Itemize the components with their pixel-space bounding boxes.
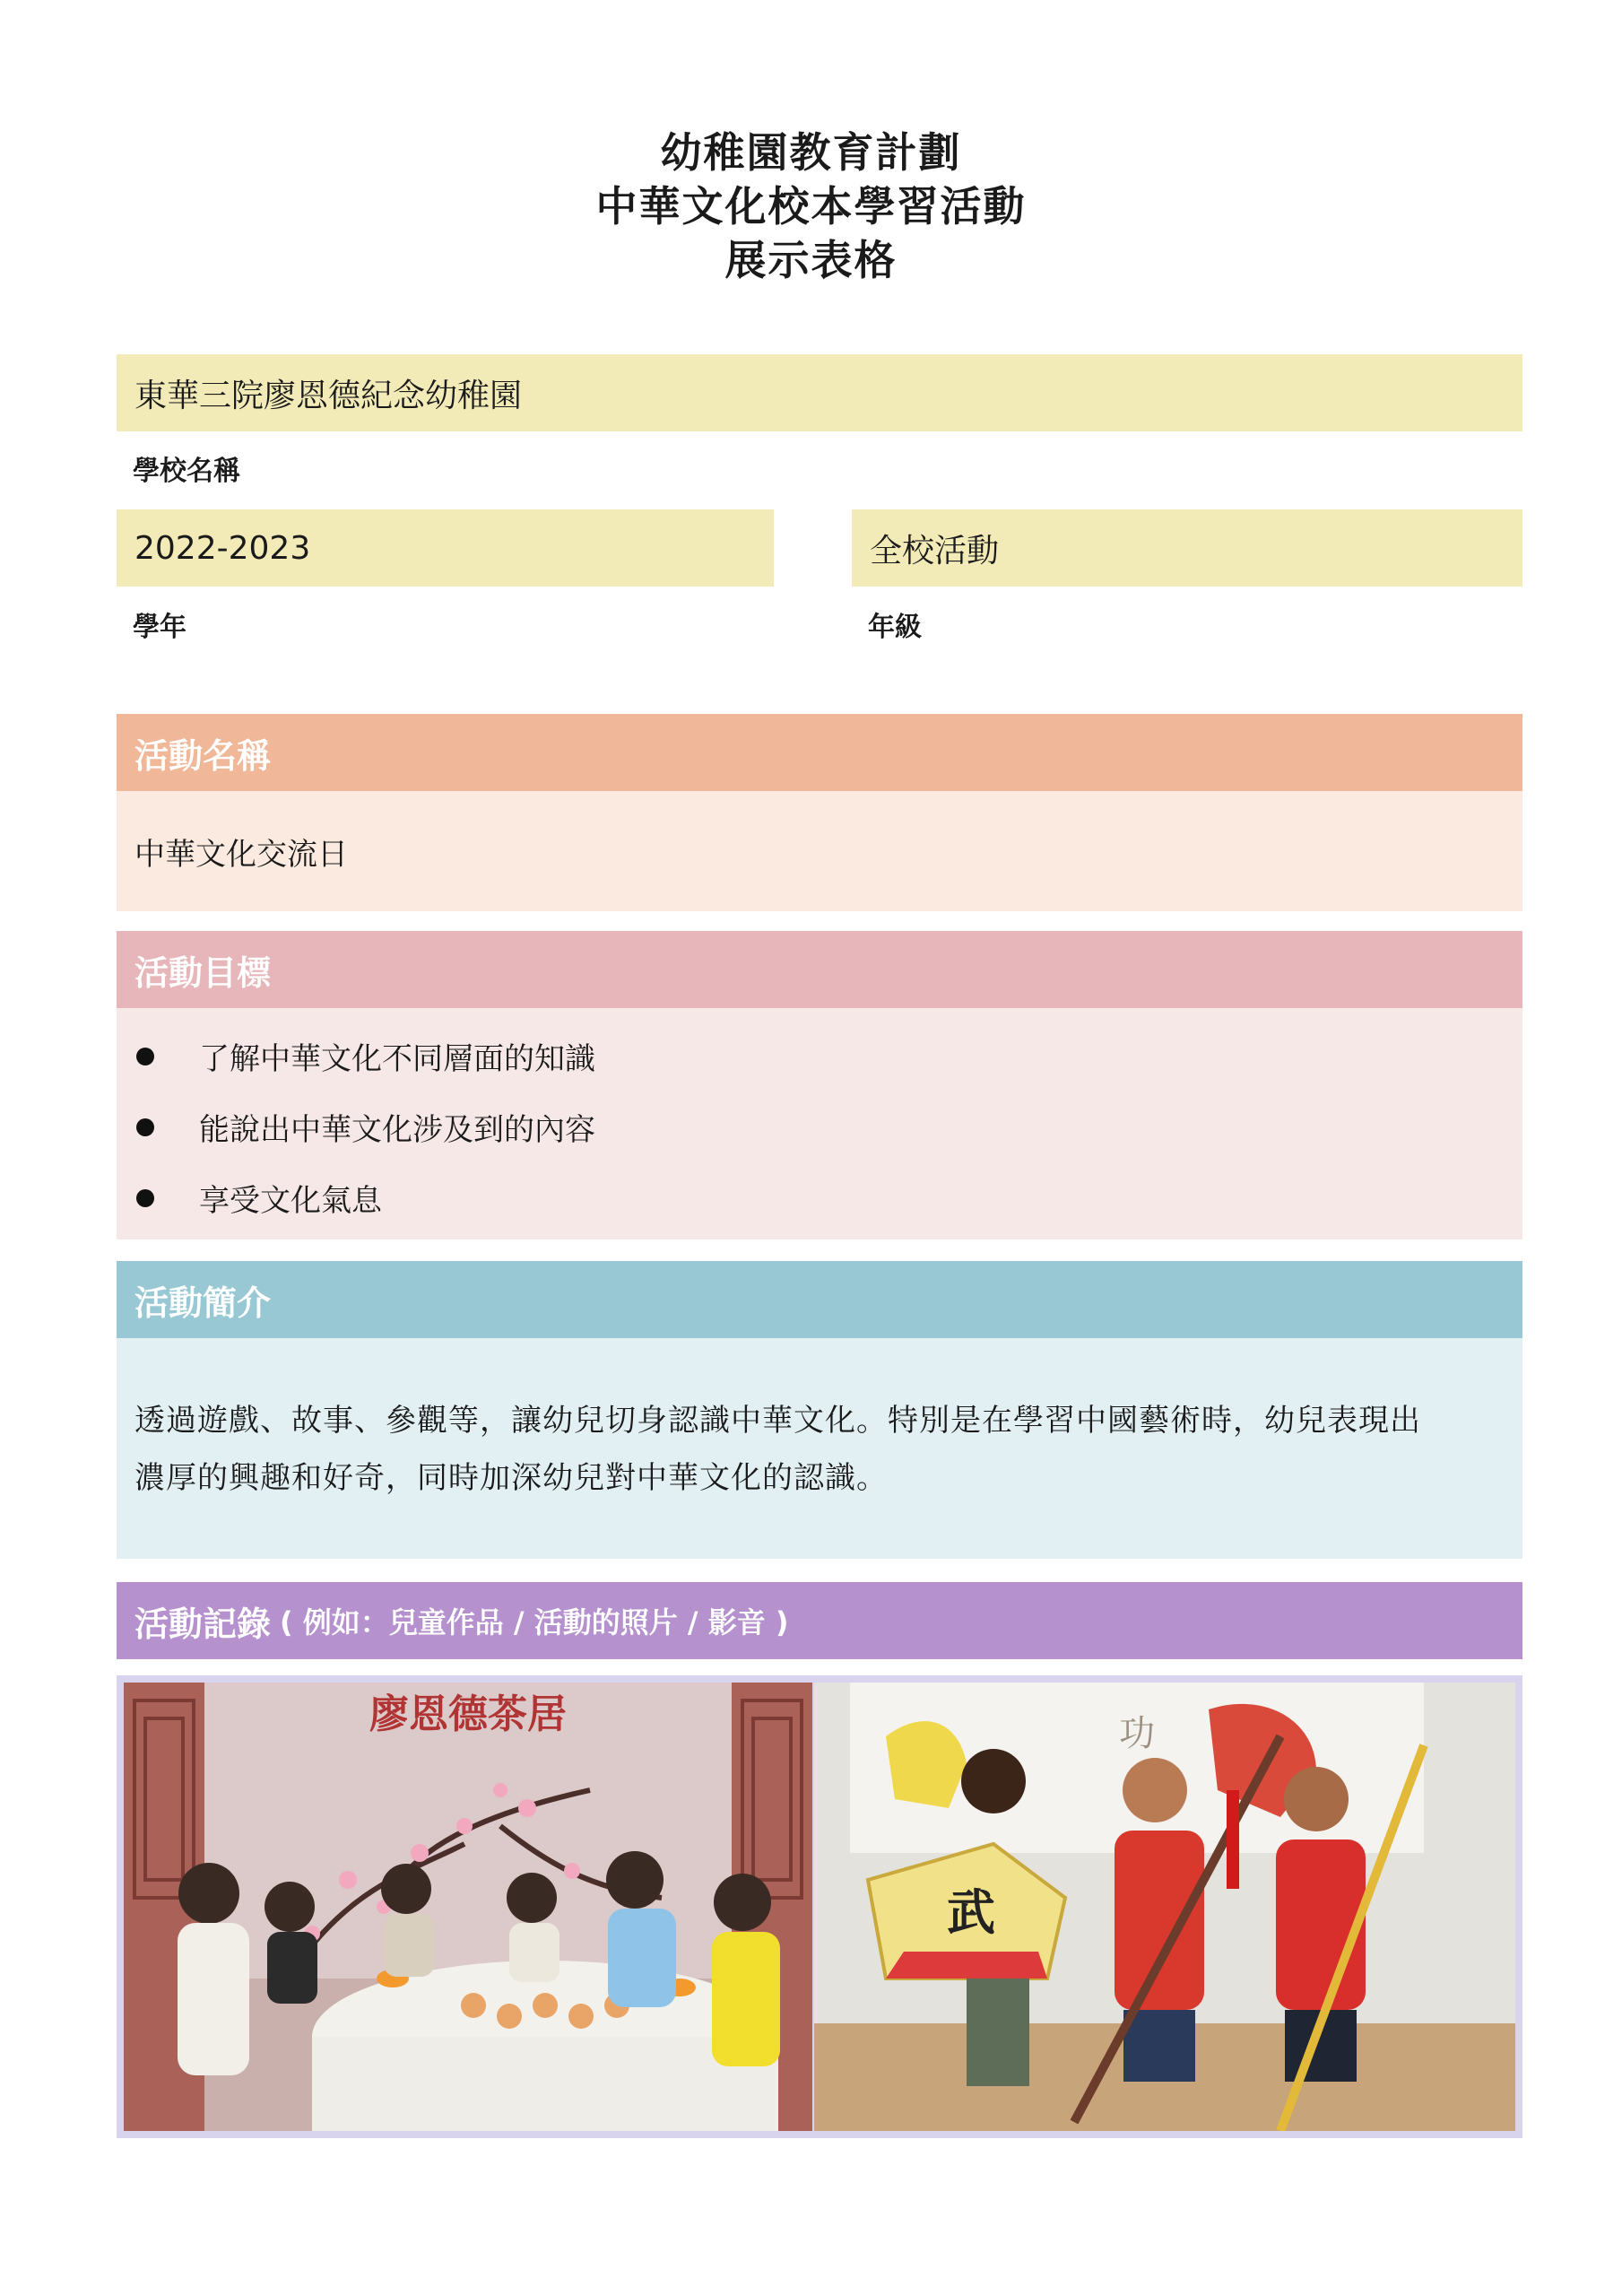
bullet-icon xyxy=(136,1118,154,1136)
activity-name-heading xyxy=(117,714,1522,791)
school-year-field xyxy=(117,509,774,587)
kungfu-costume-photo xyxy=(814,1683,1515,2131)
school-name-label: 學校名稱 xyxy=(133,456,240,487)
objective-text: 能說出中華文化涉及到的內容 xyxy=(199,1112,595,1148)
intro-body xyxy=(117,1338,1522,1559)
bullet-icon xyxy=(136,1048,154,1065)
school-year-label: 學年 xyxy=(133,612,186,643)
objectives-heading-text: 活動目標 xyxy=(134,952,272,993)
title-line-1: 幼稚園教育計劃 xyxy=(660,128,962,177)
objective-item xyxy=(134,1105,595,1149)
records-heading-note: ( 例如：兒童作品 / 活動的照片 / 影音 ) xyxy=(280,1605,789,1639)
intro-text-line-1: 透過遊戲、故事、參觀等，讓幼兒切身認識中華文化。特別是在學習中國藝術時，幼兒表現出 xyxy=(134,1403,1421,1439)
intro-heading-text: 活動簡介 xyxy=(134,1283,272,1323)
tea-house-photo xyxy=(124,1683,812,2131)
title-line-2: 中華文化校本學習活動 xyxy=(595,182,1027,230)
records-heading xyxy=(117,1582,1522,1659)
activity-name-heading-text: 活動名稱 xyxy=(134,735,272,776)
objective-item xyxy=(134,1176,382,1220)
title-line-3: 展示表格 xyxy=(724,236,898,284)
projector-character: 功 xyxy=(1119,1713,1155,1754)
grade-field xyxy=(852,509,1522,587)
page-title xyxy=(0,126,1622,287)
grade-label: 年級 xyxy=(868,612,922,643)
bullet-icon xyxy=(136,1189,154,1207)
activity-name-body xyxy=(117,791,1522,911)
records-heading-text: 活動記錄 xyxy=(134,1604,272,1644)
objective-text: 了解中華文化不同層面的知識 xyxy=(199,1041,595,1077)
grade-value: 全校活動 xyxy=(870,532,1000,570)
objective-text: 享受文化氣息 xyxy=(199,1183,382,1219)
records-photo-frame xyxy=(117,1675,1522,2138)
tea-house-illustration xyxy=(124,1683,812,2131)
objectives-heading xyxy=(117,931,1522,1008)
tea-house-sign: 廖恩德茶居 xyxy=(369,1692,567,1737)
school-year-value: 2022-2023 xyxy=(134,529,311,567)
fan-character: 武 xyxy=(947,1883,995,1941)
intro-text-line-2: 濃厚的興趣和好奇，同時加深幼兒對中華文化的認識。 xyxy=(134,1460,888,1496)
school-name-field xyxy=(117,354,1522,431)
objective-item xyxy=(134,1034,595,1078)
intro-heading xyxy=(117,1261,1522,1338)
kungfu-costume-illustration xyxy=(814,1683,1515,2131)
school-name-value: 東華三院廖恩德紀念幼稚園 xyxy=(134,377,523,414)
activity-name-value: 中華文化交流日 xyxy=(134,836,348,873)
